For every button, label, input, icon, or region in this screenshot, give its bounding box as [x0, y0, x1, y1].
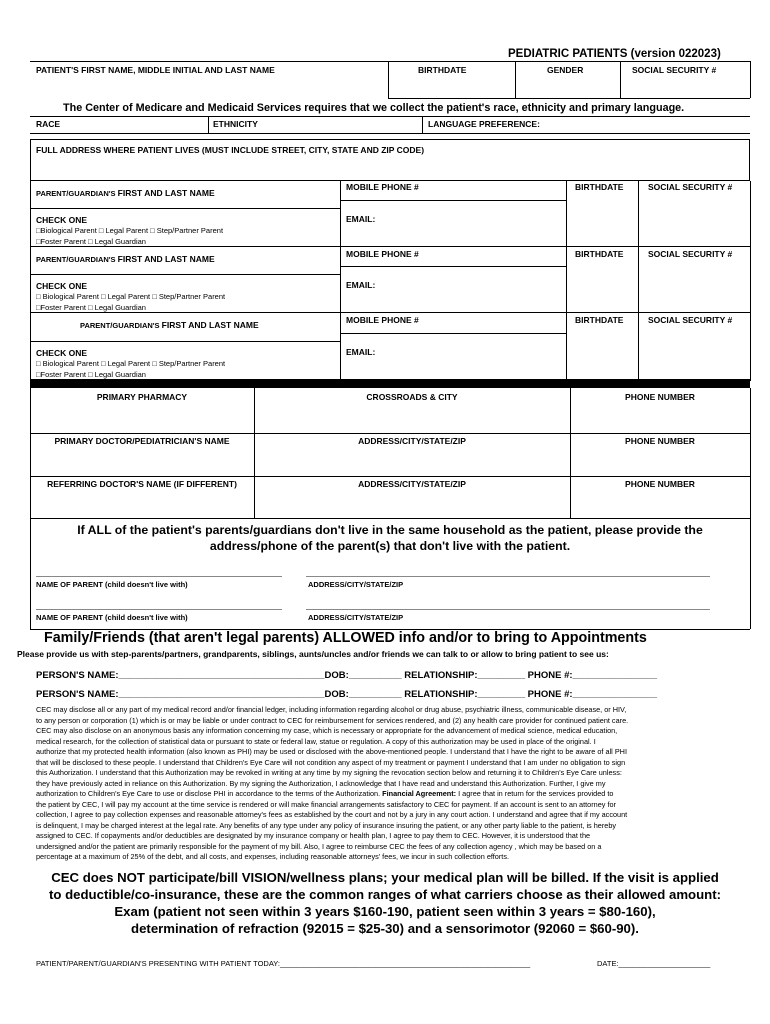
pharmacy-phone-label: PHONE NUMBER: [625, 392, 695, 402]
legal-text: CEC may disclose all or any part of my medical record and/or financial ledger, including information regarding alcohol or drug abuse, psychiatric illness, communicable disease, or HIV, to any person or corporation (1) which is or may be liable or under contract to CEC for reimbursement for services rendered, and (2) any health care provider for continued patient care. CEC may also disclose on an anonymous basis any information concerning my case, which is necessary or appropriate for the advancement of medical science, medical education, medical research, for the collection of statistical data or pursuant to state or federal law, statue or regulation. A copy of this authorization may be used in place of the original. I authorize that my protected health information (also known as PHI) may be used or disclosed with the above-mentioned people. I understand that I have the right to be aware of all PHI that will be disclosed to these people. I understand that Children's Eye Care will not condition any aspect of my treatment or payment I understand that I am under no obligation to sign this Authorization. I understand that this Authorization may be revoked in writing at any time by my signing the revocation section below and returning it to Children's Eye Care unless: they have previously acted in reliance on this Authorization. By my signing the Authorization, I acknowledge that I have read and understand this Authorization. Further, I give my authorization to Children's Eye Care to use or disclose PHI in accordance to the terms of the Authorization. Financial Agreement: I agree that in return for the services provided to the patient by CEC, I will pay my account at the time service is rendered or will make financial arrangements satisfactory to CEC for payment. If an account is sent to an attorney for collection, I agree to pay collection expenses and reasonable attorney's fees as established by the court and not by a jury in any court action. I understand and agree that if my account is delinquent, I may be charged interest at the legal rate. Any benefits of any type under any policy of insurance insuring the patient, or any other party liable to the patient, is hereby assigned to CEC. If copayments and/or deductibles are designated by my insurance company or health plan, I agree to pay them to CEC. However, it is understood that the undersigned and/or the patient are primarily responsible for the payment of my bill. Also, I agree to reimburse CEC the fees of any collection agency , which may be based on a percentage at a maximum of 25% of the debt, and all costs, and expenses, including reasonable attorneys' fees, we incur in such collection efforts.: [36, 705, 629, 861]
patient-name-field[interactable]: [36, 79, 384, 95]
guardian-3-options-2[interactable]: □Foster Parent □ Legal Guardian: [36, 370, 146, 379]
separate-household-line-2: address/phone of the parent(s) that don't live with the patient.: [209, 539, 571, 553]
referring-doctor-phone-label: PHONE NUMBER: [625, 479, 695, 489]
guardian-2-options-1[interactable]: □ Biological Parent □ Legal Parent □ Step/Partner Parent: [36, 292, 226, 301]
vision-notice: CEC does NOT participate/bill VISION/wellness plans; your medical plan will be billed. If the visit is applied to deductible/co-insurance, these are the common ranges of what carriers choose as their allowed amount: Exam (patient not seen within 3 years $160-190, patient seen within 3 years = $80-160), determination of refraction (92015 = $25-30) and a sensorimotor (92060 = $60-90).: [49, 870, 721, 936]
guardian-3-options-1[interactable]: □ Biological Parent □ Legal Parent □ Step/Partner Parent: [36, 359, 226, 368]
guardian-2-mobile-label: MOBILE PHONE #: [346, 249, 419, 259]
person-row-1[interactable]: PERSON'S NAME:_______________________________________DOB:__________ RELATIONSHIP:_________ PHONE #:________________: [36, 670, 658, 681]
parent-2-name-label: NAME OF PARENT (child doesn't live with): [36, 613, 188, 622]
guardian-3-name-label: PARENT/GUARDIAN'S FIRST AND LAST NAME: [80, 320, 259, 330]
crossroads-label: CROSSROADS & CITY: [366, 392, 458, 402]
language-label: LANGUAGE PREFERENCE:: [428, 119, 540, 129]
family-subheading: Please provide us with step-parents/partners, grandparents, siblings, aunts/uncles and/or friends we can talk to or allow to bring patient to see us:: [17, 649, 609, 659]
guardian-1-check-label: CHECK ONE: [36, 215, 88, 225]
referring-doctor-address-label: ADDRESS/CITY/STATE/ZIP: [358, 479, 466, 489]
form-title: PEDIATRIC PATIENTS (version 022023): [508, 48, 721, 60]
financial-agreement-label: Financial Agreement:: [382, 789, 457, 798]
guardian-2-ssn-label: SOCIAL SECURITY #: [648, 249, 733, 259]
parent-1-address-label: ADDRESS/CITY/STATE/ZIP: [308, 580, 404, 589]
person-row-2[interactable]: PERSON'S NAME:_______________________________________DOB:__________ RELATIONSHIP:_________ PHONE #:________________: [36, 689, 658, 700]
parent-1-name-label: NAME OF PARENT (child doesn't live with): [36, 580, 188, 589]
guardian-1-email-label: EMAIL:: [346, 214, 376, 224]
primary-doctor-phone-label: PHONE NUMBER: [625, 436, 695, 446]
guardian-1-options-2[interactable]: □Foster Parent □ Legal Guardian: [36, 237, 146, 246]
ethnicity-label: ETHNICITY: [213, 119, 258, 129]
guardian-2-email-label: EMAIL:: [346, 280, 376, 290]
guardian-3-birthdate-label: BIRTHDATE: [575, 315, 624, 325]
guardian-3-ssn-label: SOCIAL SECURITY #: [648, 315, 733, 325]
guardian-2-options-2[interactable]: □Foster Parent □ Legal Guardian: [36, 303, 146, 312]
guardian-1-ssn-label: SOCIAL SECURITY #: [648, 182, 733, 192]
primary-doctor-label: PRIMARY DOCTOR/PEDIATRICIAN'S NAME: [54, 436, 230, 446]
separate-household-line-1: If ALL of the patient's parents/guardians don't live in the same household as the patient, please provide the: [77, 523, 703, 537]
address-label: FULL ADDRESS WHERE PATIENT LIVES (MUST INCLUDE STREET, CITY, STATE AND ZIP CODE): [36, 145, 425, 155]
cms-notice: The Center of Medicare and Medicaid Services requires that we collect the patient's race, ethnicity and primary language.: [63, 102, 685, 114]
guardian-1-birthdate-label: BIRTHDATE: [575, 182, 624, 192]
parent-2-address-label: ADDRESS/CITY/STATE/ZIP: [308, 613, 404, 622]
guardian-3-check-label: CHECK ONE: [36, 348, 88, 358]
parent-2-name-line[interactable]: [36, 609, 282, 610]
section-divider: [30, 379, 750, 388]
guardian-1-name-label: PARENT/GUARDIAN'S FIRST AND LAST NAME: [36, 188, 215, 198]
family-heading: Family/Friends (that aren't legal parents) ALLOWED info and/or to bring to Appointments: [44, 630, 647, 646]
parent-1-name-line[interactable]: [36, 576, 282, 577]
patient-name-label: PATIENT'S FIRST NAME, MIDDLE INITIAL AND LAST NAME: [36, 65, 275, 75]
patient-gender-label: GENDER: [547, 65, 584, 75]
guardian-2-check-label: CHECK ONE: [36, 281, 88, 291]
signature-date-line[interactable]: DATE:______________________: [597, 959, 711, 968]
parent-1-address-line[interactable]: [306, 576, 710, 577]
guardian-2-birthdate-label: BIRTHDATE: [575, 249, 624, 259]
race-label: RACE: [36, 119, 61, 129]
guardian-2-name-label: PARENT/GUARDIAN'S FIRST AND LAST NAME: [36, 254, 215, 264]
patient-birthdate-label: BIRTHDATE: [418, 65, 467, 75]
guardian-1-options-1[interactable]: □Biological Parent □ Legal Parent □ Step/Partner Parent: [36, 226, 224, 235]
patient-ssn-label: SOCIAL SECURITY #: [632, 65, 717, 75]
guardian-3-mobile-label: MOBILE PHONE #: [346, 315, 419, 325]
pharmacy-label: PRIMARY PHARMACY: [96, 392, 188, 402]
primary-doctor-address-label: ADDRESS/CITY/STATE/ZIP: [358, 436, 466, 446]
signature-line[interactable]: PATIENT/PARENT/GUARDIAN'S PRESENTING WITH PATIENT TODAY:____________________________________________________________: [36, 959, 531, 968]
guardian-1-mobile-label: MOBILE PHONE #: [346, 182, 419, 192]
parent-2-address-line[interactable]: [306, 609, 710, 610]
guardian-3-email-label: EMAIL:: [346, 347, 376, 357]
referring-doctor-label: REFERRING DOCTOR'S NAME (IF DIFFERENT): [47, 479, 237, 489]
